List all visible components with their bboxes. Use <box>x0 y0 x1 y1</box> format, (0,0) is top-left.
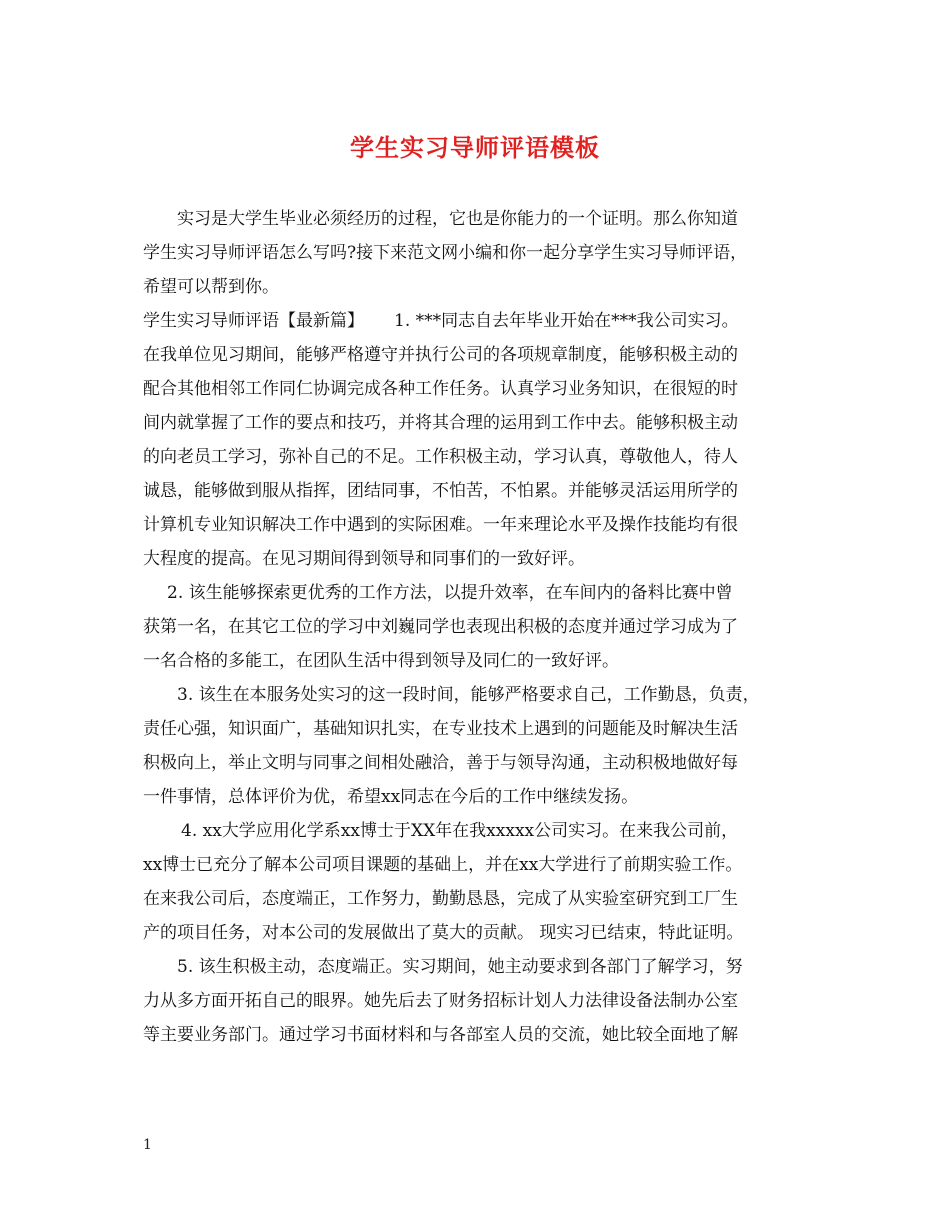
item-4-line: 产的项目任务，对本公司的发展做出了莫大的贡献。 现实习已结束，特此证明。 <box>143 923 744 943</box>
item-5-line: 力从多方面开拓自己的眼界。她先后去了财务招标计划人力法律设备法制办公室 <box>143 991 738 1011</box>
item-1-line: 间内就掌握了工作的要点和技巧，并将其合理的运用到工作中去。能够积极主动 <box>143 413 738 433</box>
item-1-line: 配合其他相邻工作同仁协调完成各种工作任务。认真学习业务知识，在很短的时 <box>143 379 738 399</box>
item-4-line: xx博士已充分了解本公司项目课题的基础上，并在xx大学进行了前期实验工作。 <box>143 855 743 875</box>
page-number: 1 <box>143 1137 152 1153</box>
document-title: 学生实习导师评语模板 <box>350 134 600 162</box>
intro-line: 学生实习导师评语怎么写吗?接下来范文网小编和你一起分享学生实习导师评语， <box>143 243 748 263</box>
item-5-line: 5. 该生积极主动，态度端正。实习期间，她主动要求到各部门了解学习，努 <box>177 957 743 977</box>
intro-line: 希望可以帮到你。 <box>143 277 279 297</box>
item-3-line: 责任心强，知识面广，基础知识扎实，在专业技术上遇到的问题能及时解决生活 <box>143 719 738 739</box>
item-3-line: 一件事情，总体评价为优，希望xx同志在今后的工作中继续发扬。 <box>143 787 639 807</box>
item-2-line: 2. 该生能够探索更优秀的工作方法，以提升效率，在车间内的备料比赛中曾 <box>167 583 733 603</box>
section-heading-line <box>143 304 809 338</box>
intro-line: 实习是大学生毕业必须经历的过程，它也是你能力的一个证明。那么你知道 <box>177 209 738 229</box>
item-1-line: 的向老员工学习，弥补自己的不足。工作积极主动，学习认真，尊敬他人，待人 <box>143 447 738 467</box>
item-4-line: 在来我公司后，态度端正，工作努力，勤勤恳恳，完成了从实验室研究到工厂生 <box>143 889 738 909</box>
item-1-line: 诚恳，能够做到服从指挥，团结同事，不怕苦，不怕累。并能够灵活运用所学的 <box>143 481 738 501</box>
item-2-line: 获第一名，在其它工位的学习中刘巍同学也表现出积极的态度并通过学习成为了 <box>143 617 738 637</box>
item-1-line: 在我单位见习期间，能够严格遵守并执行公司的各项规章制度，能够积极主动的 <box>143 345 738 365</box>
item-3-line: 积极向上，举止文明与同事之间相处融洽，善于与领导沟通，主动积极地做好每 <box>143 753 738 773</box>
item-4-line: 4. xx大学应用化学系xx博士于XX年在我xxxxx公司实习。在来我公司前， <box>181 821 739 841</box>
item-1-first-line: 1. ***同志自去年毕业开始在***我公司实习。 <box>394 311 739 331</box>
item-1-line: 计算机专业知识解决工作中遇到的实际困难。一年来理论水平及操作技能均有很 <box>143 515 738 535</box>
section-heading: 学生实习导师评语【最新篇】 <box>143 311 364 331</box>
item-1-line: 大程度的提高。在见习期间得到领导和同事们的一致好评。 <box>143 549 585 569</box>
item-3-line: 3. 该生在本服务处实习的这一段时间，能够严格要求自己，工作勤恳，负责， <box>177 685 760 705</box>
item-5-line: 等主要业务部门。通过学习书面材料和与各部室人员的交流，她比较全面地了解 <box>143 1025 738 1045</box>
document-body <box>143 202 809 1052</box>
item-2-line: 一名合格的多能工，在团队生活中得到领导及同仁的一致好评。 <box>143 651 619 671</box>
